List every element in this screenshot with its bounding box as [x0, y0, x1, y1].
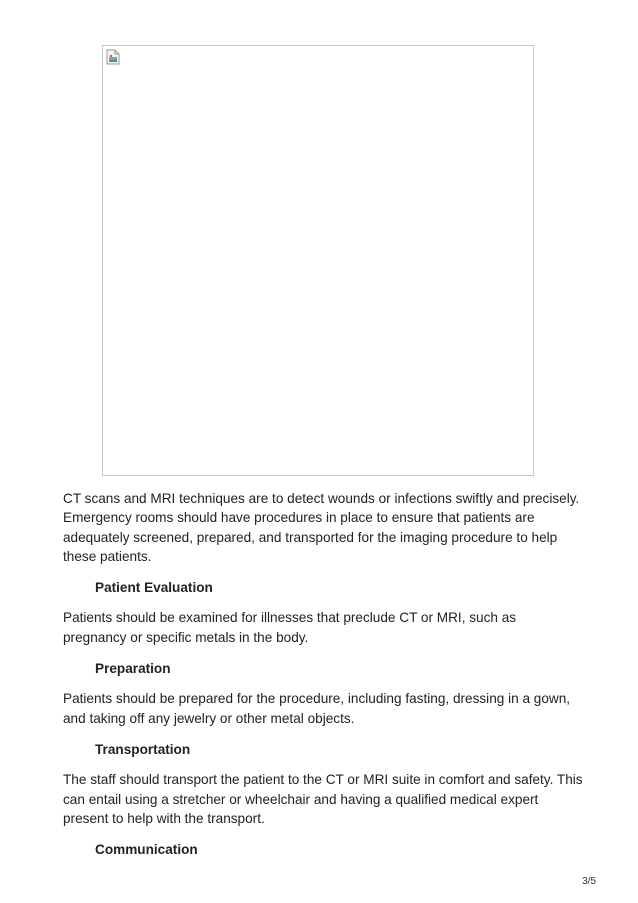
intro-paragraph: CT scans and MRI techniques are to detect wounds or infections swiftly and precisely. Emergency rooms should have procedures in place to ensure that patients are adequately screened, prepared, and transported for the imaging procedure to help these patients. — [63, 491, 580, 564]
section-body-patient-evaluation: Patients should be examined for illnesses that preclude CT or MRI, such as pregnancy or specific metals in the body. — [63, 610, 517, 645]
section-heading-preparation: Preparation — [95, 661, 171, 677]
section-heading-patient-evaluation: Patient Evaluation — [95, 580, 213, 596]
section-heading-communication: Communication — [95, 842, 198, 858]
article-body — [63, 489, 583, 870]
page-number: 3/5 — [582, 876, 596, 887]
section-body-transportation: The staff should transport the patient to the CT or MRI suite in comfort and safety. This can entail using a stretcher or wheelchair and having a qualified medical expert present to help with the transport. — [63, 772, 583, 826]
section-body-preparation: Patients should be prepared for the procedure, including fasting, dressing in a gown, and taking off any jewelry or other metal objects. — [63, 691, 571, 726]
broken-image — [102, 45, 534, 476]
section-heading-transportation: Transportation — [95, 741, 191, 757]
broken-image-icon — [106, 49, 120, 65]
